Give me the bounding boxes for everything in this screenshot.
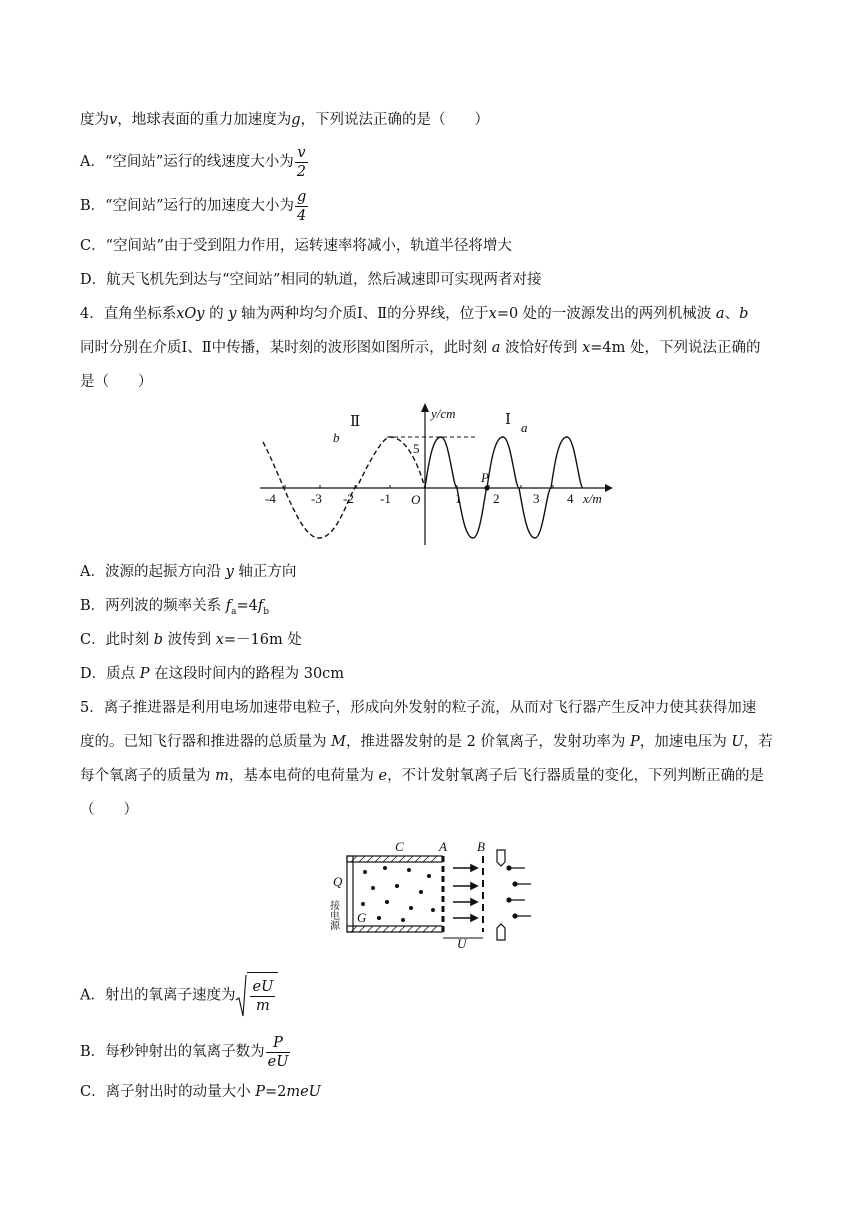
q3-option-a: A．“空间站”运行的线速度大小为 $\frac{v}{2}$ — [80, 144, 307, 180]
tick-label: -1 — [380, 491, 391, 506]
neutralizer-bottom — [497, 924, 505, 940]
q5-option-a: A．射出的氧离子速度为 $\frac{eU}{m}$ — [80, 972, 278, 1019]
y-axis-label: y/cm — [431, 406, 456, 421]
point-p-label: P — [481, 470, 489, 485]
q4-option-c: C．此时刻 b 波传到 x=－16m 处 — [80, 632, 302, 648]
tick-label: 4 — [567, 491, 574, 506]
origin-label: O — [411, 492, 421, 507]
x-axis-arrow — [605, 484, 613, 492]
q4-option-b: B．两列波的频率关系 $f_a=4f_b$ — [80, 598, 270, 617]
amplitude-label: 5 — [413, 441, 420, 456]
label-a: A — [439, 839, 447, 854]
tick-label: 1 — [455, 491, 462, 506]
q4-stem-line-1: 4．直角坐标系xOy 的 y 轴为两种均匀介质Ⅰ、Ⅱ的分界线，位于x=0 处的一波源发出的两列机械波 a、b — [80, 306, 749, 322]
neutralizer-top — [497, 850, 505, 866]
label-q: Q — [333, 874, 343, 889]
label-b: B — [477, 839, 485, 854]
ion-dots — [361, 866, 435, 922]
tick-label: 2 — [493, 491, 500, 506]
q4-stem-line-3: 是（ ） — [80, 374, 153, 390]
q4-stem-line-2: 同时分别在介质Ⅰ、Ⅱ中传播，某时刻的波形图如图所示，此时刻 a 波恰好传到 x=4m 处，下列说法正确的 — [80, 340, 761, 356]
q5-option-c: C．离子射出时的动量大小 P=2meU — [80, 1084, 321, 1100]
q3-option-c: C．“空间站”由于受到阻力作用，运转速率将减小，轨道半径将增大 — [80, 238, 512, 254]
wave-b-label: b — [333, 430, 340, 445]
power-label: 接电源 — [327, 900, 339, 930]
q4-option-d: D．质点 P 在这段时间内的路程为 30cm — [80, 666, 345, 682]
tick-label: 3 — [533, 491, 540, 506]
q5-stem-line-3: 每个氧离子的质量为 m，基本电荷的电荷量为 e，不计发射氧离子后飞行器质量的变化，下列判断正确的是 — [80, 768, 765, 784]
fraction: $\frac{P}{eU}$ — [267, 1034, 289, 1070]
q5-option-b: B．每秒钟射出的氧离子数为 $\frac{P}{eU}$ — [80, 1034, 289, 1070]
ion-arrows — [453, 865, 477, 921]
tick-label: -4 — [265, 491, 276, 506]
q3-stem-tail: 度为v，地球表面的重力加速度为g，下列说法正确的是（ ） — [80, 112, 489, 128]
fraction: $\frac{v}{2}$ — [296, 144, 307, 180]
q5-stem-line-1: 5．离子推进器是利用电场加速带电粒子，形成向外发射的粒子流，从而对飞行器产生反冲力使其获得加速 — [80, 700, 757, 716]
label-c: C — [395, 839, 404, 854]
q4-option-a: A．波源的起振方向沿 y 轴正方向 — [80, 564, 297, 580]
tick-label: -3 — [311, 491, 322, 506]
wave-a-label: a — [521, 420, 528, 435]
q5-stem-line-4: （ ） — [80, 802, 138, 818]
label-u: U — [457, 936, 467, 948]
tick-label: -2 — [343, 491, 354, 506]
q5-stem-line-2: 度的。已知飞行器和推进器的总质量为 M，推进器发射的是 2 价氧离子，发射功率为 P，加速电压为 U，若 — [80, 734, 773, 750]
square-root: $\frac{eU}{m}$ — [235, 972, 278, 1019]
q3-option-d: D．航天飞机先到达与“空间站”相同的轨道，然后减速即可实现两者对接 — [80, 272, 542, 288]
fraction: $\frac{g}{4}$ — [296, 188, 307, 224]
q3-option-b: B．“空间站”运行的加速度大小为 $\frac{g}{4}$ — [80, 188, 307, 224]
y-axis-arrow — [421, 403, 429, 412]
medium-ii-label: Ⅱ — [350, 414, 361, 430]
ion-thruster-figure — [325, 838, 545, 948]
x-axis-label: x/m — [583, 491, 602, 506]
exhaust-arrows — [507, 866, 531, 918]
wave-figure — [255, 400, 615, 550]
medium-i-label: Ⅰ — [505, 412, 511, 428]
chamber-left-wall — [347, 856, 353, 932]
label-g: G — [357, 910, 367, 925]
